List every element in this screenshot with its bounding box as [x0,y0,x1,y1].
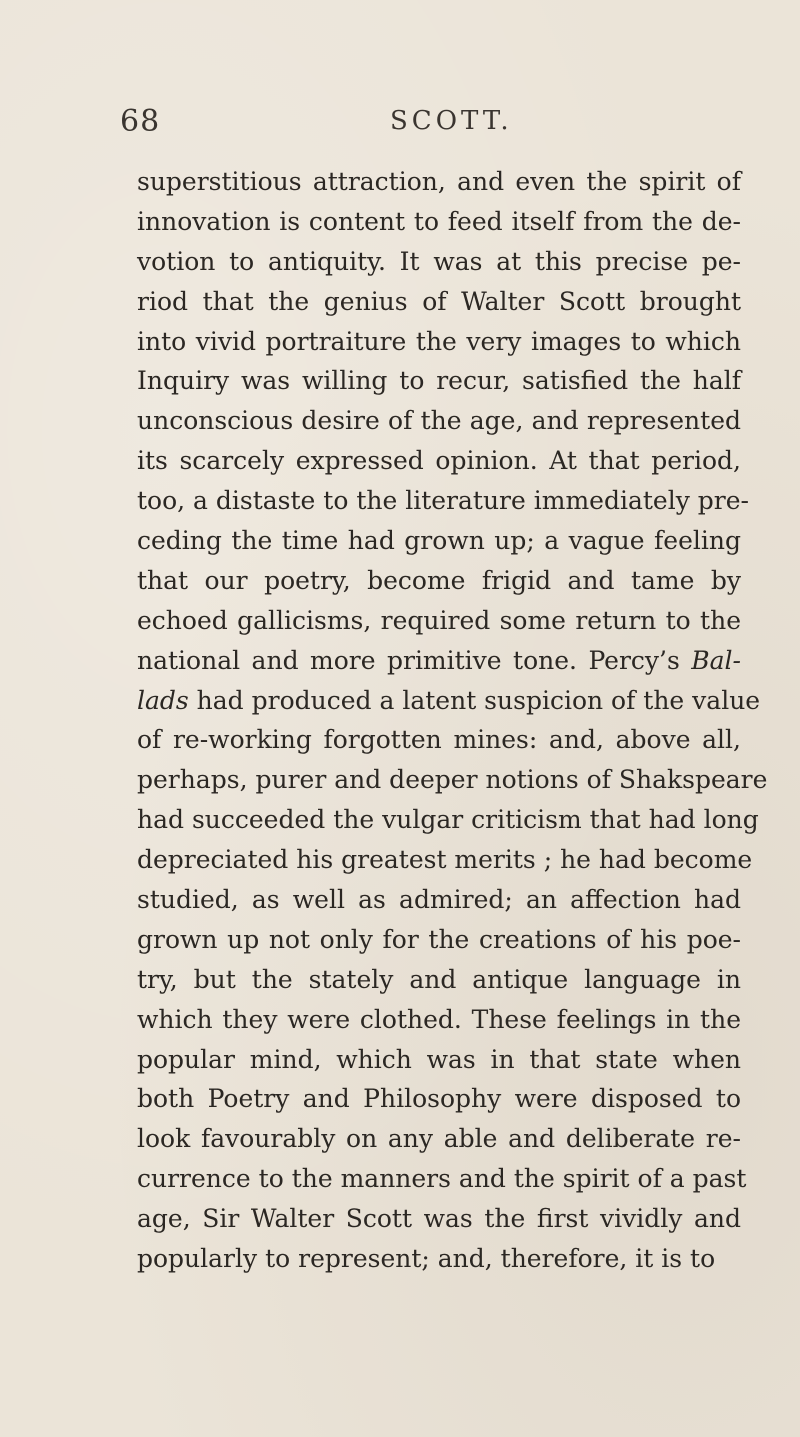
text-line: popular mind, which was in that state when [137,1044,741,1074]
text-line: depreciated his greatest merits ; he had become [137,845,753,875]
text-line: perhaps, purer and deeper notions of Shakspeare [137,765,768,795]
body-text [137,162,768,1279]
text-segment: had produced a latent suspicion of the value [188,685,761,715]
text-line: grown up not only for the creations of his poe- [137,924,741,954]
text-line: too, a distaste to the literature immediately pre- [137,486,749,516]
text-line: popularly to represent; and, therefore, it is to [137,1244,716,1274]
text-line: had succeeded the vulgar criticism that had long [137,805,759,835]
page-number: 68 [120,104,161,139]
text-line: look favourably on any able and deliberate re- [137,1124,741,1154]
text-line: Inquiry was willing to recur, satisfied the half [137,366,741,396]
text-line: its scarcely expressed opinion. At that period, [137,446,741,476]
text-line: studied, as well as admired; an affection had [137,885,741,915]
text-line [137,681,761,721]
text-line: votion to antiquity. It was at this precise pe- [137,246,741,276]
text-line: superstitious attraction, and even the spirit of [137,167,741,196]
text-line [137,641,741,681]
text-line: which they were clothed. These feelings in the [137,1004,741,1034]
text-line: ceding the time had grown up; a vague feeling [137,526,741,556]
text-segment: national and more primitive tone. Percy’s [137,645,692,675]
text-line: into vivid portraiture the very images to which [137,326,741,356]
page-header [120,104,740,144]
italic-text: lads [137,685,189,715]
text-line: unconscious desire of the age, and represented [137,406,741,436]
text-line: currence to the manners and the spirit of a past [137,1164,747,1194]
text-line: try, but the stately and antique language in [137,964,741,994]
text-line: echoed gallicisms, required some return to the [137,605,741,635]
running-head: SCOTT. [390,106,513,136]
text-line: of re-working forgotten mines: and, above all, [137,725,741,755]
text-line: both Poetry and Philosophy were disposed to [137,1084,741,1114]
text-line: that our poetry, become frigid and tame by [137,565,741,595]
italic-text: Bal- [691,645,741,675]
text-line: innovation is content to feed itself from the de- [137,206,741,236]
text-line: age, Sir Walter Scott was the first vividly and [137,1204,741,1234]
text-line: riod that the genius of Walter Scott brought [137,286,741,316]
